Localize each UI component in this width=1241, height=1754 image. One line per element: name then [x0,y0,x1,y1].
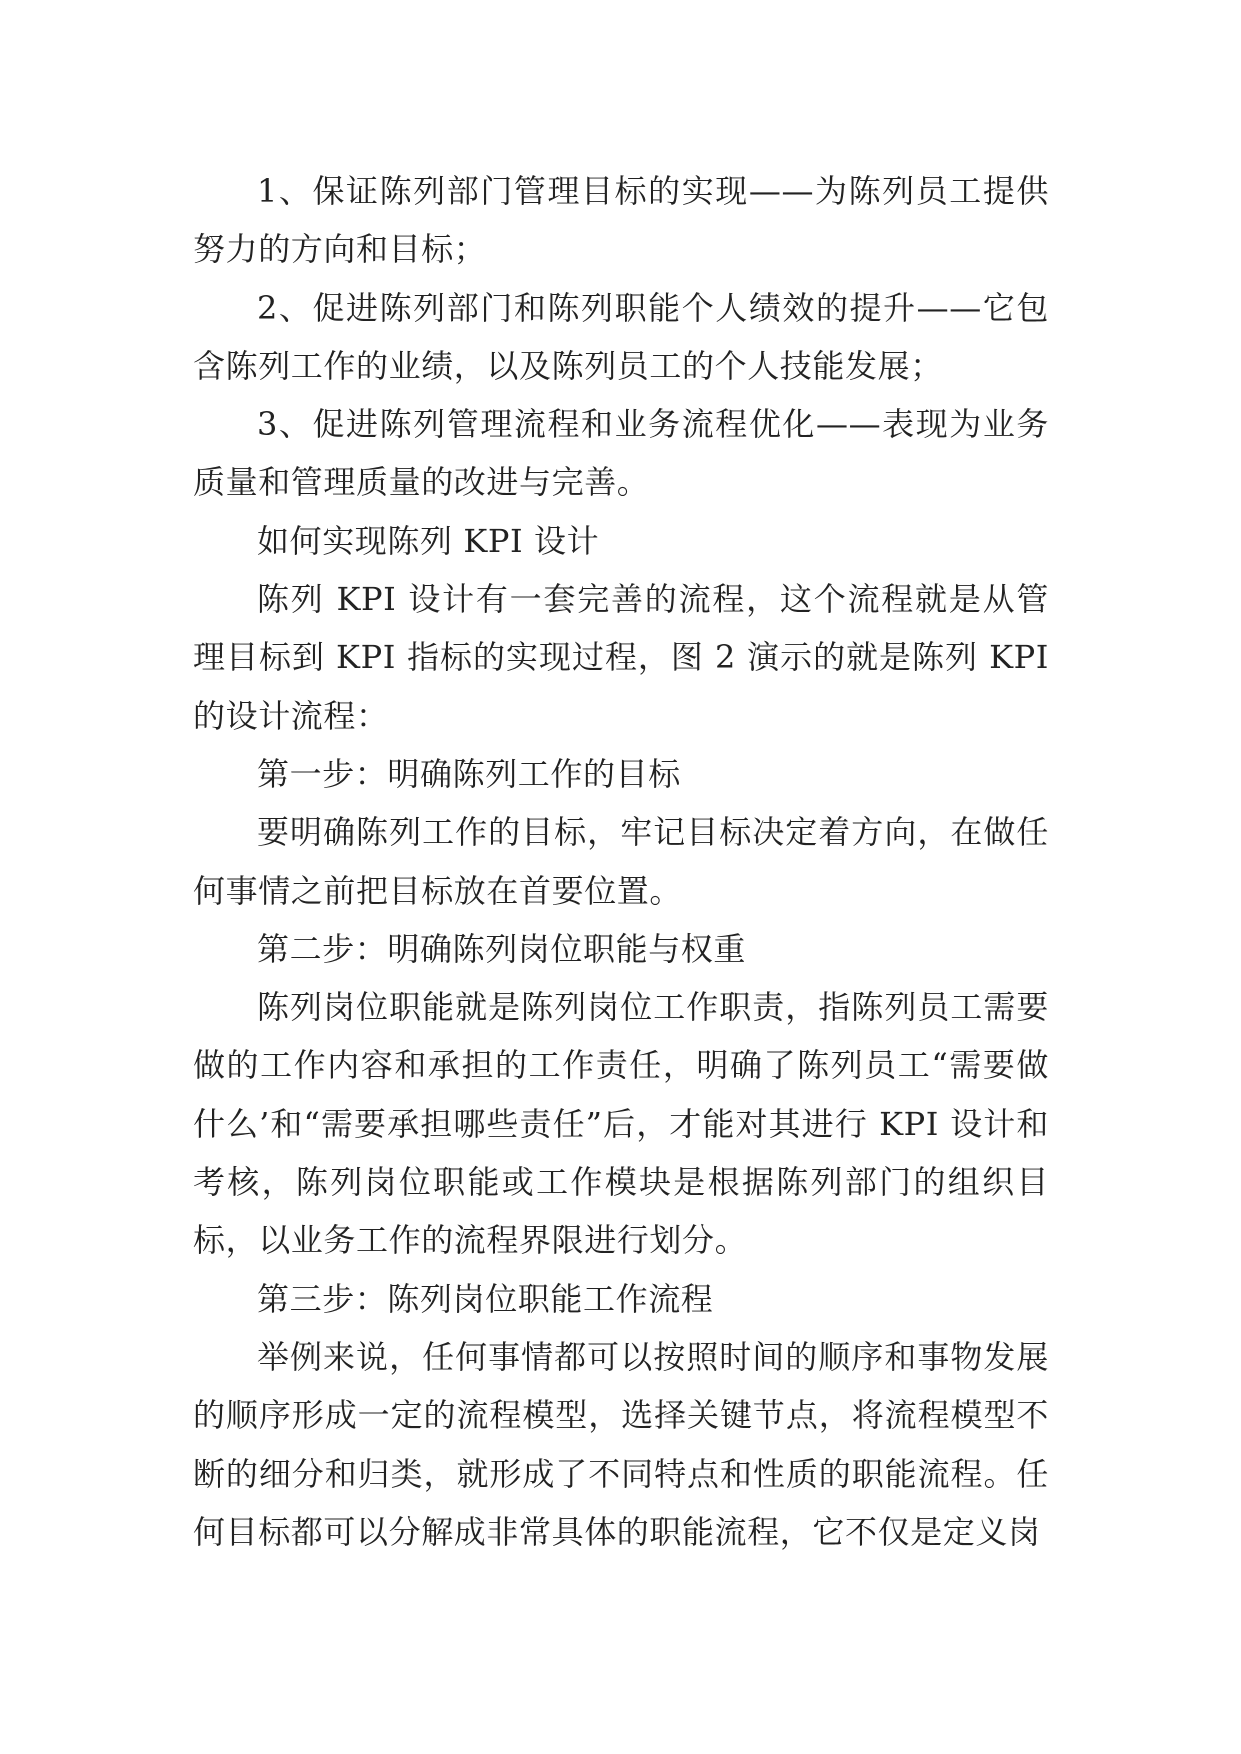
paragraph-goal-2: 2、促进陈列部门和陈列职能个人绩效的提升——它包含陈列工作的业绩，以及陈列员工的个人技能发展； [193,288,1049,385]
paragraph-step-3: 举例来说，任何事情都可以按照时间的顺序和事物发展的顺序形成一定的流程模型，选择关键节点，将流程模型不断的细分和归类，就形成了不同特点和性质的职能流程。任何目标都可以分解成非常具体的职能流程，它不仅是定义岗 [193,1337,1049,1551]
paragraph-goal-3: 3、促进陈列管理流程和业务流程优化——表现为业务质量和管理质量的改进与完善。 [193,405,1049,502]
step-heading-3: 第三步：陈列岗位职能工作流程 [257,1279,714,1318]
step-heading-2: 第二步：明确陈列岗位职能与权重 [257,929,747,968]
paragraph-step-1: 要明确陈列工作的目标，牢记目标决定着方向，在做任何事情之前把目标放在首要位置。 [193,813,1049,910]
document-page [193,162,1049,1561]
section-heading-kpi-design: 如何实现陈列 KPI 设计 [257,521,600,560]
paragraph-kpi-process: 陈列 KPI 设计有一套完善的流程，这个流程就是从管理目标到 KPI 指标的实现过程，图 2 演示的就是陈列 KPI 的设计流程： [193,580,1049,735]
step-heading-1: 第一步：明确陈列工作的目标 [257,754,681,793]
paragraph-step-2: 陈列岗位职能就是陈列岗位工作职责，指陈列员工需要做的工作内容和承担的工作责任，明确了陈列员工“需要做什么’和“需要承担哪些责任”后，才能对其进行 KPI 设计和考核，陈列岗位职能或工作模块是根据陈列部门的组织目标，以业务工作的流程界限进行划分。 [193,988,1049,1260]
paragraph-goal-1: 1、保证陈列部门管理目标的实现——为陈列员工提供努力的方向和目标； [193,172,1049,269]
